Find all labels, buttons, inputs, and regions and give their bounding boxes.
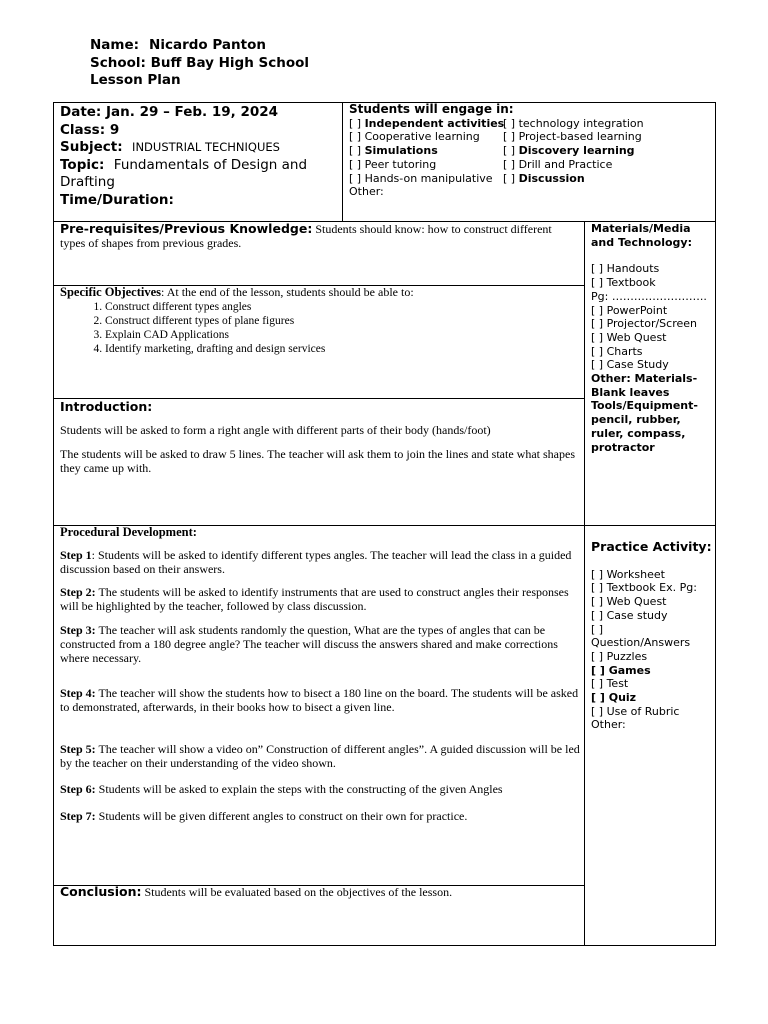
material-item: Pg: …………………….. — [591, 289, 707, 303]
practice-item: [ ] — [591, 622, 604, 636]
teacher-name: Name: Nicardo Panton — [90, 37, 266, 53]
lesson-subject: Subject: INDUSTRIAL TECHNIQUES — [60, 139, 280, 155]
engagement-option: [ ] Discussion — [503, 171, 585, 185]
introduction-section — [60, 399, 580, 475]
engagement-row — [349, 117, 714, 131]
conclusion-section — [60, 885, 580, 900]
practice-item: [ ] Test — [591, 677, 629, 691]
practice-section — [591, 540, 713, 732]
objectives-intro: : At the end of the lesson, students should be able to: — [161, 286, 414, 299]
lesson-topic: Topic: Fundamentals of Design and Drafting — [60, 156, 308, 190]
material-item: [ ] Case Study — [591, 358, 669, 372]
prerequisites-section — [60, 222, 580, 251]
divider-right-column — [584, 221, 585, 946]
procedure-step: Step 6: Students will be asked to explain the steps with the constructing of the given Angles — [60, 781, 503, 796]
material-item: [ ] Projector/Screen — [591, 317, 697, 331]
procedure-step: Step 1: Students will be asked to identify different types angles. The teacher will lead the class in a guided discussion based on their answers. — [60, 547, 572, 576]
engagement-option: [ ] Project-based learning — [503, 130, 642, 144]
practice-item: [ ] Textbook Ex. Pg: — [591, 581, 697, 595]
introduction-p2: The students will be asked to draw 5 lines. The teacher will ask them to join the lines and state what shapes they came up with. — [60, 446, 575, 475]
engagement-row — [349, 158, 714, 172]
engagement-options — [349, 103, 714, 199]
practice-item: [ ] Case study — [591, 608, 668, 622]
practice-item: [ ] Web Quest — [591, 595, 667, 609]
procedure-label: Procedural Development: — [60, 526, 197, 539]
engagement-title: Students will engage in: — [349, 103, 514, 116]
materials-title: Materials/Media and Technology: — [591, 222, 692, 249]
introduction-label: Introduction: — [60, 399, 153, 414]
engagement-option: [ ] Peer tutoring — [349, 157, 437, 171]
material-item: [ ] Handouts — [591, 262, 660, 276]
divider-top-vertical — [342, 102, 343, 221]
prereq-label: Pre-requisites/Previous Knowledge: — [60, 222, 313, 236]
engagement-option: [ ] Independent activities — [349, 116, 505, 130]
practice-item: [ ] Worksheet — [591, 567, 665, 581]
procedure-step: Step 3: The teacher will ask students randomly the question, What are the types of angles that can be constructed from a 180 degree angle? The teacher will discuss the answers shared and make corrections where necessary. — [60, 622, 558, 665]
objective-item: 4. Identify marketing, drafting and design services — [105, 342, 580, 356]
objectives-label: Specific Objectives — [60, 286, 162, 299]
objective-item: 3. Explain CAD Applications — [105, 328, 580, 342]
objective-item: 2. Construct different types of plane figures — [105, 314, 580, 328]
engagement-other: Other: — [349, 185, 384, 199]
objective-item: 1. Construct different types angles — [105, 300, 580, 314]
school-name: School: Buff Bay High School — [90, 54, 310, 71]
practice-item: [ ] Puzzles — [591, 649, 648, 663]
engagement-row — [349, 130, 714, 144]
lesson-time: Time/Duration: — [60, 191, 174, 208]
engagement-option: [ ] Cooperative learning — [349, 130, 480, 144]
lesson-class: Class: 9 — [60, 121, 120, 138]
engagement-option: [ ] Hands-on manipulative — [349, 171, 493, 185]
engagement-option: [ ] Simulations — [349, 144, 438, 158]
engagement-option: [ ] Drill and Practice — [503, 157, 613, 171]
conclusion-label: Conclusion: — [60, 885, 142, 899]
conclusion-text: Students will be evaluated based on the objectives of the lesson. — [141, 885, 453, 899]
engagement-option: [ ] technology integration — [503, 116, 644, 130]
introduction-p1: Students will be asked to form a right angle with different parts of their body (hands/foot) — [60, 423, 491, 437]
procedure-step: Step 2: The students will be asked to identify instruments that are used to construct angles their responses will be highlighted by the teacher, followed by class discussion. — [60, 585, 569, 614]
practice-item: [ ] Quiz — [591, 691, 637, 705]
procedure-section — [60, 526, 580, 824]
material-item: [ ] Textbook — [591, 276, 656, 290]
practice-item: [ ] Games — [591, 663, 651, 677]
document-type: Lesson Plan — [90, 72, 181, 88]
lesson-date: Date: Jan. 29 – Feb. 19, 2024 — [60, 104, 279, 120]
engagement-row — [349, 172, 714, 186]
prereq-text: Students should know: how to construct different types of shapes from previous grades. — [60, 222, 552, 250]
engagement-option: [ ] Discovery learning — [503, 144, 635, 158]
practice-item: Question/Answers — [591, 636, 691, 650]
procedure-step: Step 5: The teacher will show a video on” Construction of different angles”. A guided discussion will be led by the teacher on their understanding of the video shown. — [60, 741, 580, 770]
procedure-step: Step 4: The teacher will show the students how to bisect a 180 line on the board. The students will be asked to demonstrated, afterwards, in their books how to bisect a given line. — [60, 686, 579, 715]
objectives-section — [60, 286, 580, 356]
material-item: [ ] PowerPoint — [591, 303, 668, 317]
practice-item: Other: — [591, 718, 626, 732]
material-item: [ ] Web Quest — [591, 330, 667, 344]
procedure-step: Step 7: Students will be given different angles to construct on their own for practice. — [60, 809, 468, 824]
practice-item: [ ] Use of Rubric — [591, 704, 680, 718]
materials-other: Other: Materials-Blank leaves Tools/Equipment- pencil, rubber, ruler, compass, protractor — [591, 372, 698, 454]
objectives-list — [60, 300, 580, 356]
materials-section — [591, 222, 713, 454]
material-item: [ ] Charts — [591, 344, 643, 358]
engagement-row — [349, 144, 714, 158]
practice-title: Practice Activity: — [591, 540, 712, 554]
document-header — [90, 37, 309, 90]
lesson-info — [60, 104, 342, 209]
